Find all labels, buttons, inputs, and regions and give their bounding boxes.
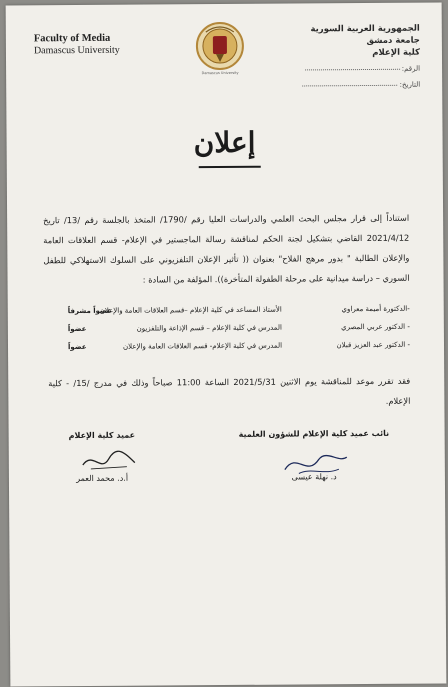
faculty-name-en: Faculty of Media bbox=[33, 32, 111, 45]
member-name: -الدكتورة أميمة معراوي bbox=[341, 304, 410, 314]
reference-label: الرقم: bbox=[401, 64, 421, 73]
arabic-letterhead bbox=[310, 23, 420, 60]
dean-title: عميد كلية الإعلام bbox=[68, 430, 136, 441]
member-role: عضواً bbox=[67, 324, 87, 334]
committee-member bbox=[68, 323, 410, 339]
english-letterhead bbox=[34, 33, 120, 57]
announcement-paragraph: استناداً إلى قرار مجلس البحث العلمي والدراسات العليا رقم /1790/ المتخذ بالجلسة رقم /13/ تاريخ 2021/4/12 القاضي بتشكيل لجنة الحكم لمناقشة رسالة الماجستير في الإعلام- قسم العلاقات العامة والإعلان الطالبة " بدور مرهج الفلاح" بعنوان (( تأثير الإعلان التلفزيوني على السلوك الاستهلاكي للطفل السوري – دراسة ميدانية على مرحلة الطفولة المتأخرة)). المؤلفة من السادة : bbox=[43, 212, 410, 285]
defense-date-paragraph: فقد تقرر موعد للمناقشة يوم الاثنين 2021/5/31 الساعة 11:00 صباحاً وذلك في مدرج /15/ - كلية الإعلام. bbox=[48, 375, 411, 406]
committee-member bbox=[68, 341, 410, 357]
faculty-name-ar: كلية الإعلام bbox=[372, 47, 421, 58]
member-position: المدرس في كلية الإعلام- قسم العلاقات العامة والإعلان bbox=[122, 341, 283, 351]
university-name-ar: جامعة دمشق bbox=[366, 35, 420, 47]
university-logo-icon bbox=[194, 20, 246, 78]
dean-name: أ.د. محمد العمر bbox=[76, 473, 129, 484]
committee-member bbox=[68, 305, 410, 321]
member-position: المدرس في كلية الإعلام – قسم الإذاعة والتلفزيون bbox=[136, 323, 282, 333]
document-page bbox=[6, 2, 447, 686]
title-underline bbox=[199, 166, 261, 168]
member-name: - الدكتور عربي المصري bbox=[341, 322, 410, 332]
vice-dean-signature-icon bbox=[281, 449, 351, 479]
vice-dean-title: نائب عميد كلية الإعلام للشؤون العلمية bbox=[238, 428, 390, 439]
member-position: الأستاذ المساعد في كلية الإعلام –قسم العلاقات العامة والإعلان bbox=[99, 305, 282, 315]
university-name-en: Damascus University bbox=[33, 44, 120, 57]
member-role: عضواً bbox=[67, 342, 87, 352]
member-role: عضواً مشرفاً bbox=[67, 306, 112, 316]
country-name-ar: الجمهورية العربية السورية bbox=[310, 23, 420, 35]
date-label: التاريخ: bbox=[399, 80, 421, 89]
member-name: - الدكتور عبد العزيز قبلان bbox=[336, 340, 411, 350]
logo-caption: Damascus University bbox=[201, 70, 239, 76]
page-title: إعلان bbox=[193, 125, 256, 160]
date-line bbox=[303, 81, 421, 90]
vice-dean-name: د. نهلة عيسى bbox=[291, 472, 337, 482]
reference-number-line bbox=[305, 65, 420, 74]
dean-signature-icon bbox=[79, 447, 139, 475]
